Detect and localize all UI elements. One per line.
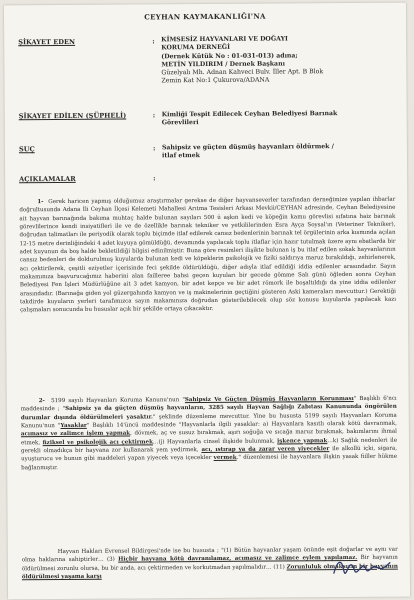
complainant-line: METİN YILDIRIM / Dernek Başkanı [161,60,285,69]
declaration-text: Bir hayvanın öldürülmesi zorunlu olursa, bu bir anda, acı çektirmeden ve korkutmadan yapılmalıdır… (11) [21,555,398,572]
emphasis: işkence yapmak [277,437,328,445]
emphasis: acı, ıstırap ya da zarar veren yiyecekler [201,446,330,454]
law-text: ile alkollü içki, sigara, uyuşturucu ve bunun gibi maddeleri yapan yiyecek veya içecekler [21,445,398,463]
complainant-line: KİMSESİZ HAYVANLARI VE DOĞAYI [161,35,288,44]
colon: : [153,174,156,183]
accused-label: ŞİKAYET EDİLEN (ŞÜPHELİ) [18,111,127,121]
crime-line: Sahipsiz ve güçten düşmüş hayvanları öldürmek / [161,143,334,152]
law-text: " şeklinde düzenleme mevcuttur. Yine bu hususta 5199 sayılı Hayvanları Koruma Kanunu'nun " [20,412,397,430]
complainant-label: ŞİKAYET EDEN [18,37,76,47]
crime-label: SUÇ [18,145,35,154]
accused-line: Kimliği Tespit Edilecek Ceyhan Belediyesi Barınak [161,110,338,119]
paragraph-number: 1- [37,199,44,206]
emphasis: Hiçbir hayvana kötü davranılamaz, acımasız ve zalimce eylem yapılamaz. [118,555,358,563]
law-quote: Sahipsiz ya da güçten düşmüş hayvanların, 3285 sayılı Hayvan Sağlığı Zabıtası Kanununda öngörülen durumlar dışında öldürülmeleri yasaktır. [20,404,397,421]
colon: : [152,111,156,120]
emphasis: Zorunluluk olmaksızın bir hayvanın öldürülmesi yaşama karşı [21,563,398,581]
emphasis: vermek [213,455,237,462]
law-text: …k) Sağlık nedenleri ile gerekli olmadıkça bir hayvana zor kullanarak yem yedirmek, [21,437,397,455]
complainant-address: Güzelyalı Mh. Adnan Kahveci Bulv. İller Apt. B Blok [161,68,324,77]
crime-line: itlaf etmek [161,152,200,160]
declaration-text: Hayvan Hakları Evrensel Bildirgesi'nde ise bu hususta ; "(1) Bütün hayvanlar yaşam önünde eşit doğarlar ve aynı var olma haklarına sahiptirler… (3) [21,546,398,564]
law-text: …(j) Hayvanlarla cinsel ilişkide bulunmak, [152,438,278,446]
crime-block [162,143,387,161]
petition-page [4,3,410,600]
accused-block [162,110,387,128]
law-text: " Başlıklı 6'ncı maddesinde ; " [20,395,397,413]
explanations-label: AÇIKLAMALAR [19,174,76,184]
document-title: CEYHAN KAYMAKANLIĞI'NA [144,11,266,22]
emphasis: acımasız ve zalimce işlem yapmak [20,430,131,438]
emphasis: fiziksel ve psikolojik acı çektirmek [42,439,153,446]
complainant-block [161,35,386,86]
paragraph-number: 2- [38,398,45,405]
law-text: ." düzenlemesi ile hayvanlara ilişkin yasak fiiller hükme bağlanmıştır. [21,454,398,472]
complainant-line: KORUMA DERNEĞİ [161,44,230,52]
accused-line: Görevlileri [161,119,199,127]
law-text: , dövmek, aç ve susuz bırakmak, aşırı soğuğa ve sıcağa maruz bırakmak, bakımlarını ihmal etmek, [20,429,397,447]
paragraph-1 [19,196,396,315]
law-text: " Başlıklı 14'üncü maddesinde "Hayvanlarla ilgili yasaklar: a) Hayvanlara kasıtlı olarak kötü davranmak, [86,420,397,429]
colon: : [152,144,156,153]
law-text: 5199 sayılı Hayvanları Koruma Kanunu'nun " [51,397,185,405]
paragraph-2 [21,395,398,473]
article-heading: Sahipsiz Ve Güçten Düşmüş Hayvanların Korunması [184,395,354,404]
complainant-line: (Dernek Kütük No : 01-031-013) adına; [161,51,298,60]
colon: : [152,37,155,46]
signature [330,551,394,583]
complainant-address: Zemin Kat No:1 Çukurova/ADANA [161,77,270,85]
paragraph-text: Gerek haricen yapmış olduğumuz araştırmalar gerekse de diğer hayvanseverler tarafından derneğimize yapılan ihbarlar doğrultusunda Adana İli Ceyhan İlçesi Kelemeti Mahallesi Arıtma Tesisleri Arkası Mevkii/CEYHAN adresinde, Ceyhan Belediyesine ait hayvan barınağında bakıma muhtaç halde bulunan sayıları 500 ü aşkın kedi ve köpeğin kamu görevlisi sıfatına haiz barınak görevlilerince kendi insiyatifleri ile ve de özellikle barınak tekniker ve yetkililerinden Esra Ayça Soysal'ın (Veteriner Tekniker), doğrudan talimatları ile periyodik olarak toplu biçimde itlaf edilerek cansız bedenlerinin barınak tel örgülerinin arka kısmında açılan 12-15 metre derinliğindeki 4 adet kuyuya gömüldüğü, devamında yapılacak toplu itlaflar için hazır tutulmak üzere aynı ebatlarda bir adet kuyunun da boş halde bekletildiği bilgisi edinilmiştir. Buna göre resimleri ilişikte bulunan iş bu itlaf edilen sokak hayvanlarının cansız bedenleri de doldurulmuş kuyularda bulunan kedi ve köpeklerin psikolojik ve fiziki saldırıya maruz bırakıldığı, zehirlenerek, acı çektirilerek, çeşitli eziyetler içerisinde feci şekilde öldürüldüğü, diğer adıyla itlaf edildiği iddia edilenler arasındadır. Sayın makamınıza başvurucağımız haberini alan failleree bahsi geçen kuyuları bir gecede gömme Salı günü öğleden sonra Ceyhan Belediyesi Fen İşleri Müdürlüğüne ait 3 adet kamyon, bir adet kepçe ve bir adet römork ile boşaltıldığı da yine iddia edilenler arasındadır. (Barınağa giden yol güzergahında kamyon ve iş makinelerinin geçtiğini gösteren Aski kameraları mevcuttur.) Gerektiği takdirde kuyuların yerleri tarafımızca sayın makamınıza doğrudan gösterilebilecek olup söz konusu kuyularda yapılacak kazı çalışmaları sonucunda bu hususlar açık bir şekilde ortaya çıkacaktır. [19,196,397,314]
article-heading: Yasaklar [60,422,87,430]
